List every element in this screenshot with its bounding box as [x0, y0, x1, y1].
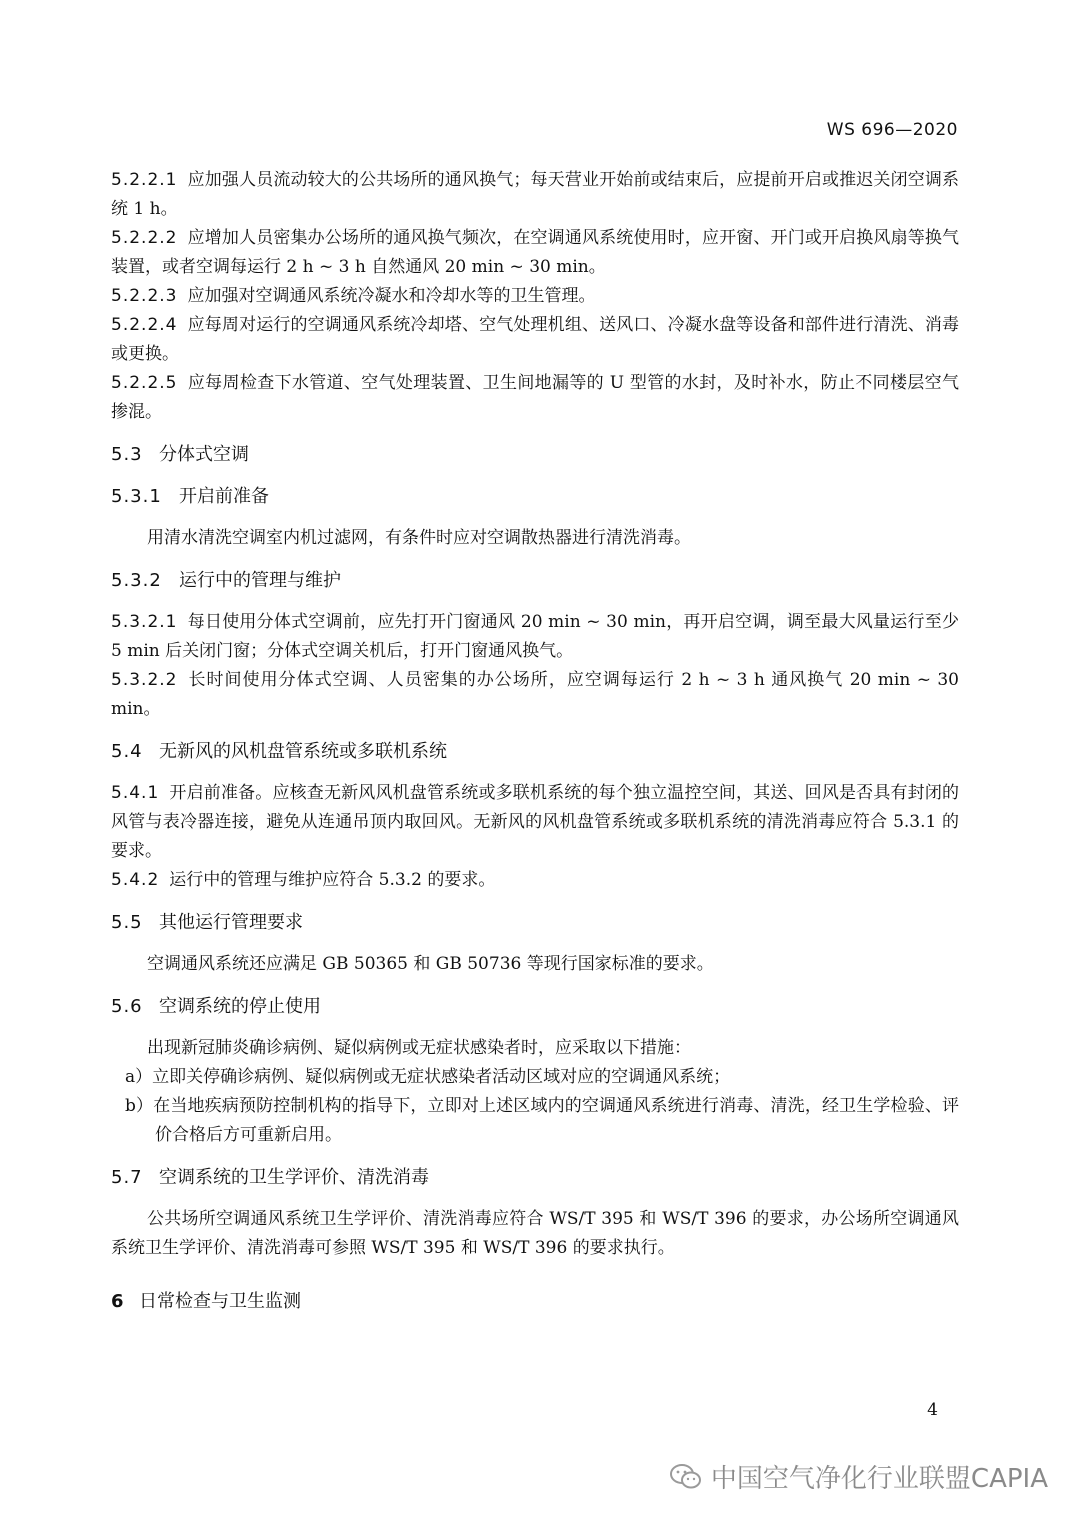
section-heading-5-5: 5.5 其他运行管理要求: [111, 912, 303, 933]
paragraph-5-6: 出现新冠肺炎确诊病例、疑似病例或无症状感染者时，应采取以下措施：: [147, 1038, 691, 1058]
clause-5-2-2-4: 5.2.2.4 应每周对运行的空调通风系统冷却塔、空气处理机组、送风口、冷凝水盘等设备和部件进行清洗、消毒或更换。: [111, 315, 959, 364]
clause-5-2-2-3: 5.2.2.3 应加强对空调通风系统冷凝水和冷却水等的卫生管理。: [111, 286, 596, 306]
section-heading-5-4: 5.4 无新风的风机盘管系统或多联机系统: [111, 741, 447, 762]
standard-code: WS 696—2020: [826, 120, 958, 140]
watermark-text: 中国空气净化行业联盟CAPIA: [710, 1464, 1048, 1494]
list-item-b: b）在当地疾病预防控制机构的指导下，立即对上述区域内的空调通风系统进行消毒、清洗，经卫生学检验、评价合格后方可重新启用。: [125, 1096, 959, 1145]
clause-5-2-2-1: 5.2.2.1 应加强人员流动较大的公共场所的通风换气；每天营业开始前或结束后，应提前开启或推迟关闭空调系统 1 h。: [111, 170, 959, 219]
clause-5-3-2-2: 5.3.2.2 长时间使用分体式空调、人员密集的办公场所，应空调每运行 2 h ~ 3 h 通风换气 20 min ~ 30 min。: [111, 670, 959, 719]
clause-5-4-1: 5.4.1 开启前准备。应核查无新风风机盘管系统或多联机系统的每个独立温控空间，其送、回风是否具有封闭的风管与表冷器连接，避免从连通吊顶内取回风。无新风的风机盘管系统或多联机系统的清洗消毒应符合 5.3.1 的要求。: [111, 783, 959, 861]
clause-5-3-2-1: 5.3.2.1 每日使用分体式空调前，应先打开门窗通风 20 min ~ 30 min，再开启空调，调至最大风量运行至少 5 min 后关闭门窗；分体式空调关机后，打开门窗通风换气。: [111, 612, 959, 661]
section-heading-5-7: 5.7 空调系统的卫生学评价、清洗消毒: [111, 1167, 429, 1188]
clause-5-2-2-5: 5.2.2.5 应每周检查下水管道、空气处理装置、卫生间地漏等的 U 型管的水封，及时补水，防止不同楼层空气掺混。: [111, 373, 959, 422]
watermark: [669, 1458, 1048, 1495]
paragraph-5-7: 公共场所空调通风系统卫生学评价、清洗消毒应符合 WS/T 395 和 WS/T 396 的要求，办公场所空调通风系统卫生学评价、清洗消毒可参照 WS/T 395 和 WS/T 396 的要求执行。: [111, 1209, 959, 1258]
clause-5-2-2-2: 5.2.2.2 应增加人员密集办公场所的通风换气频次，在空调通风系统使用时，应开窗、开门或开启换风扇等换气装置，或者空调每运行 2 h ~ 3 h 自然通风 20 min ~ 30 min。: [111, 228, 959, 277]
section-heading-5-3-2: 5.3.2 运行中的管理与维护: [111, 570, 341, 591]
chapter-heading-6: 6 日常检查与卫生监测: [111, 1291, 301, 1312]
clause-5-4-2: 5.4.2 运行中的管理与维护应符合 5.3.2 的要求。: [111, 870, 496, 890]
section-heading-5-3-1: 5.3.1 开启前准备: [111, 486, 269, 507]
document-body: [111, 166, 959, 1316]
list-item-a: a）立即关停确诊病例、疑似病例或无症状感染者活动区域对应的空调通风系统；: [125, 1067, 731, 1087]
section-heading-5-3: 5.3 分体式空调: [111, 444, 249, 465]
page-number: 4: [927, 1400, 938, 1420]
paragraph-5-5: 空调通风系统还应满足 GB 50365 和 GB 50736 等现行国家标准的要求。: [147, 954, 714, 974]
paragraph-5-3-1: 用清水清洗空调室内机过滤网，有条件时应对空调散热器进行清洗消毒。: [147, 528, 691, 548]
wechat-icon: [669, 1462, 703, 1492]
section-heading-5-6: 5.6 空调系统的停止使用: [111, 996, 321, 1017]
